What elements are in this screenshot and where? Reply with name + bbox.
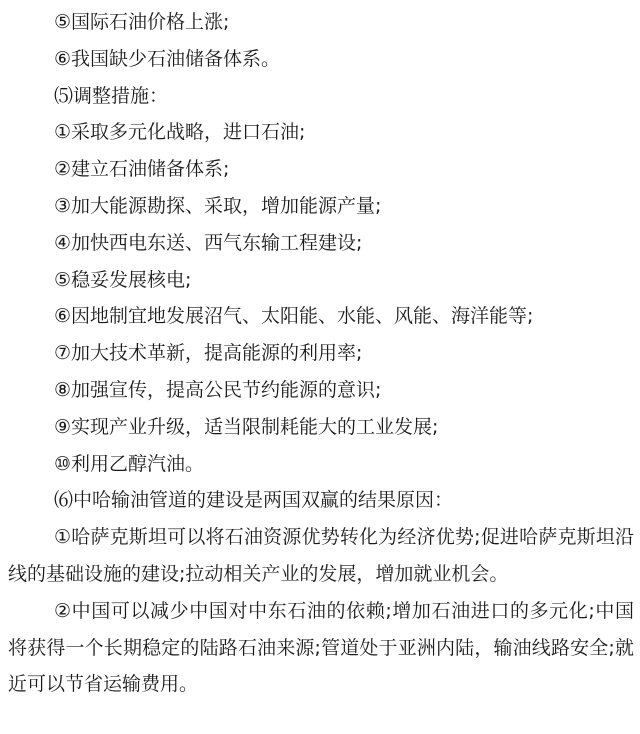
text-line: ⑤稳妥发展核电; — [54, 268, 192, 291]
paragraph: ①哈萨克斯坦可以将石油资源优势转化为经济优势;促进哈萨克斯坦沿线的基础设施的建设;拉动相关产业的发展，增加就业机会。 — [8, 526, 634, 585]
text-line: ④加快西电东送、西气东输工程建设; — [54, 231, 363, 254]
text-line: ⑧加强宣传，提高公民节约能源的意识; — [54, 378, 382, 401]
text-line: ⑦加大技术革新，提高能源的利用率; — [54, 342, 363, 365]
text-line: ①采取多元化战略，进口石油; — [54, 121, 306, 144]
text-line: ⑥我国缺少石油储备体系。 — [54, 47, 281, 70]
text-line: ⑤国际石油价格上涨; — [54, 11, 230, 33]
text-line: ⑩利用乙醇汽油。 — [54, 452, 205, 475]
paragraph: ②中国可以减少中国对中东石油的依赖;增加石油进口的多元化;中国将获得一个长期稳定的陆路石油来源;管道处于亚洲内陆，输油线路安全;就近可以节省运输费用。 — [8, 599, 634, 696]
section-heading: ⑹中哈输油管道的建设是两国双赢的结果原因： — [54, 489, 454, 512]
text-line: ⑨实现产业升级，适当限制耗能大的工业发展; — [54, 415, 439, 438]
section-heading: ⑸调整措施： — [54, 84, 169, 107]
text-line: ②建立石油储备体系; — [54, 158, 230, 181]
text-line: ③加大能源勘探、采取，增加能源产量; — [54, 194, 382, 217]
text-line: ⑥因地制宜地发展沼气、太阳能、水能、风能、海洋能等; — [54, 305, 534, 328]
